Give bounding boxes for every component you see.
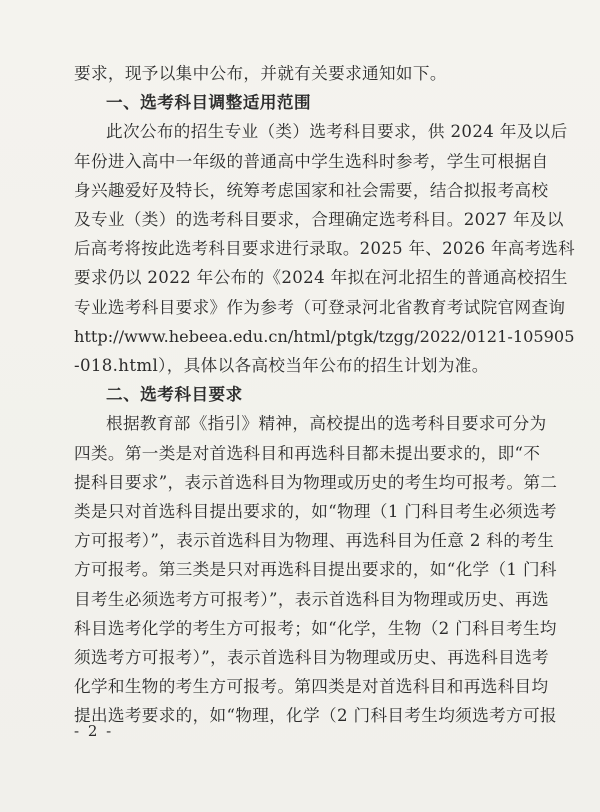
paragraph-line: 专业选考科目要求》作为参考（可登录河北省教育考试院官网查询 — [74, 298, 566, 317]
paragraph-line: 化学和生物的考生方可报考。第四类是对首选科目和再选科目均 — [74, 677, 549, 696]
paragraph-line: 方可报考）”，表示首选科目为物理、再选科目为任意 2 科的考生 — [74, 531, 555, 550]
paragraph-line: 年份进入高中一年级的普通高中学生选科时参考，学生可根据自 — [74, 152, 549, 171]
paragraph-line: 后高考将按此选考科目要求进行录取。2025 年、2026 年高考选科 — [74, 239, 575, 258]
paragraph-line: 目考生必须选考方可报考）”，表示首选科目为物理或历史、再选 — [74, 590, 549, 609]
paragraph-line: 此次公布的招生专业（类）选考科目要求，供 2024 年及以后 — [106, 122, 568, 141]
page-number: - 2 - — [74, 722, 114, 740]
paragraph-line: 及专业（类）的选考科目要求，合理确定选考科目。2027 年及以 — [74, 210, 564, 229]
paragraph-line: 提出选考要求的，如“物理，化学（2 门科目考生均须选考方可报 — [74, 706, 557, 725]
paragraph-line: -018.html），具体以各高校当年公布的招生计划为准。 — [74, 356, 489, 375]
section-heading-scope: 一、选考科目调整适用范围 — [106, 93, 312, 112]
paragraph-line: 根据教育部《指引》精神，高校提出的选考科目要求可分为 — [106, 414, 547, 433]
paragraph-line: 身兴趣爱好及特长，统筹考虑国家和社会需要，结合拟报考高校 — [74, 181, 549, 200]
paragraph-line: 提科目要求”，表示首选科目为物理或历史的考生均可报考。第二 — [74, 473, 558, 492]
paragraph-line: 要求，现予以集中公布，并就有关要求通知如下。 — [74, 64, 447, 83]
paragraph-line: 方可报考。第三类是只对再选科目提出要求的，如“化学（1 门科 — [74, 560, 557, 579]
paragraph-line: 要求仍以 2022 年公布的《2024 年拟在河北招生的普通高校招生 — [74, 268, 568, 287]
paragraph-line: 类是只对首选科目提出要求的，如“物理（1 门科目考生必须选考 — [74, 502, 557, 521]
paragraph-line: 科目选考化学的考生方可报考；如“化学，生物（2 门科目考生均 — [74, 619, 557, 638]
paragraph-line: 须选考方可报考）”，表示首选科目为物理或历史、再选科目选考 — [74, 648, 549, 667]
paragraph-line: 四类。第一类是对首选科目和再选科目都未提出要求的，即“不 — [74, 444, 541, 463]
reference-url[interactable]: http://www.hebeea.edu.cn/html/ptgk/tzgg/2022/0121-105905 — [74, 327, 575, 346]
section-heading-requirements: 二、选考科目要求 — [106, 385, 243, 404]
